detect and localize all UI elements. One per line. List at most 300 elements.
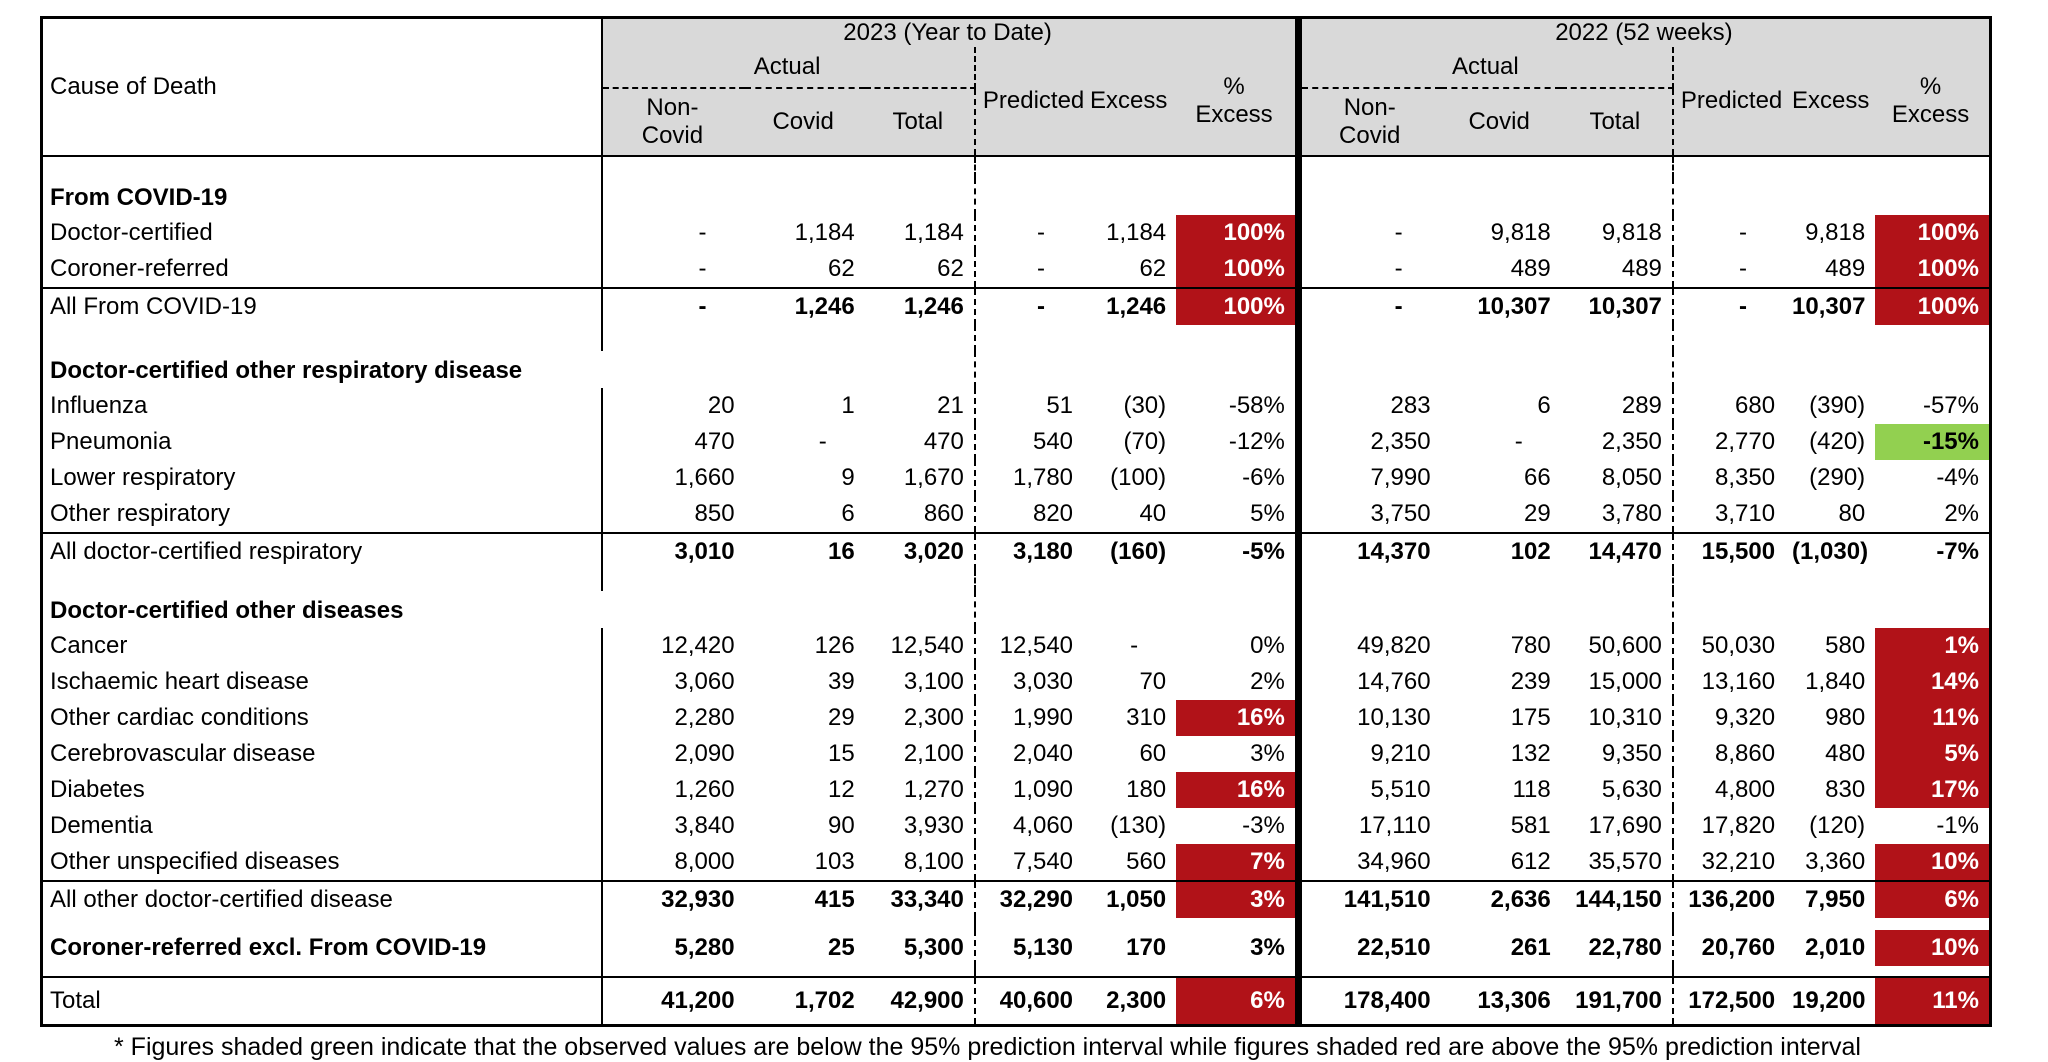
actual-header-2023: Actual bbox=[602, 47, 975, 88]
row-label: Cancer bbox=[42, 628, 603, 664]
predicted-2023-cell: 1,090 bbox=[1012, 776, 1074, 803]
non-covid-2023-cell bbox=[602, 178, 744, 215]
pct-excess-2023-cell: -58% bbox=[1176, 388, 1298, 424]
non-covid-header-2023 bbox=[602, 88, 744, 156]
excess-2023-cell bbox=[1083, 156, 1176, 178]
cause-of-death-header: Cause of Death bbox=[42, 18, 603, 157]
predicted-2022-cell: 20,760 bbox=[1701, 934, 1776, 961]
predicted-2022-cell: 8,860 bbox=[1714, 740, 1776, 767]
covid-2022-cell: 780 bbox=[1510, 632, 1551, 659]
excess-2023-cell bbox=[1083, 325, 1176, 351]
non-covid-2023-cell: 850 bbox=[694, 500, 735, 527]
predicted-2023-cell: 4,060 bbox=[1012, 812, 1074, 839]
pct-excess-2022-cell: 100% bbox=[1875, 251, 1990, 288]
non-covid-2022-cell bbox=[1298, 918, 1440, 930]
table-row bbox=[42, 977, 1991, 1026]
pct-excess-2022-cell: 6% bbox=[1875, 881, 1990, 918]
predicted-2023-cell: 40,600 bbox=[975, 977, 1083, 1026]
excess-2022-cell: (1,030) bbox=[1785, 533, 1875, 570]
covid-2023-cell: 415 bbox=[745, 881, 865, 918]
section-title: Doctor-certified other diseases bbox=[50, 597, 404, 624]
excess-2023-cell: 40 bbox=[1139, 500, 1167, 527]
covid-2023-cell bbox=[745, 325, 865, 351]
row-label: Dementia bbox=[42, 808, 603, 844]
row-label bbox=[42, 570, 603, 591]
pct-excess-2022-cell: 5% bbox=[1875, 736, 1990, 772]
covid-2023-cell bbox=[745, 918, 865, 930]
total-2022-cell: 15,000 bbox=[1561, 664, 1673, 700]
covid-2022-cell bbox=[1441, 918, 1561, 930]
covid-2022-cell bbox=[1441, 591, 1561, 628]
excess-2022-cell bbox=[1785, 325, 1875, 351]
excess-2023-cell: 1,246 bbox=[1083, 288, 1176, 325]
excess-2022-cell: (390) bbox=[1809, 392, 1866, 419]
table-row bbox=[42, 930, 1991, 966]
pct-excess-2023-cell: 0% bbox=[1176, 628, 1298, 664]
table-row bbox=[42, 533, 1991, 570]
predicted-header-2023: Predicted bbox=[975, 47, 1083, 156]
covid-2022-cell: 6 bbox=[1537, 392, 1551, 419]
non-covid-2022-cell: - bbox=[1394, 255, 1403, 282]
total-2023-cell bbox=[865, 351, 975, 388]
covid-2022-cell: 10,307 bbox=[1441, 288, 1561, 325]
total-2022-cell bbox=[1561, 351, 1673, 388]
excess-2022-cell: 489 bbox=[1825, 255, 1866, 282]
predicted-2023-cell: 1,990 bbox=[1012, 704, 1074, 731]
covid-2023-cell: 90 bbox=[828, 812, 855, 839]
total-2023-cell bbox=[865, 570, 975, 591]
covid-2023-cell: 16 bbox=[745, 533, 865, 570]
total-2023-cell: 470 bbox=[865, 424, 975, 460]
total-2022-cell bbox=[1561, 156, 1673, 178]
non-covid-2022-cell: 14,370 bbox=[1298, 533, 1440, 570]
non-covid-2022-cell: 49,820 bbox=[1357, 632, 1431, 659]
non-covid-2023-cell: 41,200 bbox=[602, 977, 744, 1026]
excess-2023-cell: 70 bbox=[1139, 668, 1167, 695]
total-2022-cell: 144,150 bbox=[1561, 881, 1673, 918]
non-covid-2022-cell: 283 bbox=[1390, 392, 1431, 419]
pct-excess-2022-cell: 10% bbox=[1875, 844, 1990, 881]
predicted-2023-cell: 5,130 bbox=[1012, 934, 1074, 961]
table-row bbox=[42, 736, 1991, 772]
non-covid-2023-cell: 3,060 bbox=[674, 668, 735, 695]
non-covid-2022-cell: 3,750 bbox=[1370, 500, 1431, 527]
covid-2022-cell bbox=[1441, 966, 1561, 977]
excess-header-2023: Excess bbox=[1083, 47, 1176, 156]
non-covid-2023-cell: 2,090 bbox=[674, 740, 735, 767]
table-row bbox=[42, 251, 1991, 288]
row-label: Other respiratory bbox=[42, 496, 603, 533]
section-row bbox=[42, 351, 1991, 388]
total-2022-cell: 10,307 bbox=[1561, 288, 1673, 325]
excess-2022-cell: 1,840 bbox=[1805, 668, 1866, 695]
non-covid-2023-cell: 3,010 bbox=[602, 533, 744, 570]
covid-2022-cell: 2,636 bbox=[1441, 881, 1561, 918]
predicted-2023-cell bbox=[975, 918, 1083, 930]
pct-excess-2023-cell: 7% bbox=[1176, 844, 1298, 881]
total-2023-cell: 2,300 bbox=[865, 700, 975, 736]
covid-2023-cell: 1 bbox=[841, 392, 855, 419]
excess-2023-cell bbox=[1083, 351, 1176, 388]
non-covid-2023-cell: - bbox=[698, 219, 707, 246]
excess-2022-cell: (290) bbox=[1809, 464, 1866, 491]
non-covid-2023-cell: - bbox=[602, 288, 744, 325]
row-label: Coroner-referred bbox=[42, 251, 603, 288]
predicted-2023-cell: - bbox=[1037, 255, 1046, 282]
excess-2023-cell: 170 bbox=[1126, 934, 1167, 961]
table-body bbox=[42, 156, 1991, 1026]
pct-excess-2023-cell: 100% bbox=[1176, 215, 1298, 251]
predicted-2023-cell: 12,540 bbox=[999, 632, 1074, 659]
row-label: Cerebrovascular disease bbox=[42, 736, 603, 772]
pct-excess-2023-cell: -3% bbox=[1176, 808, 1298, 844]
covid-header-2022: Covid bbox=[1441, 88, 1561, 156]
total-2022-cell: 5,630 bbox=[1561, 772, 1673, 808]
total-header-2023: Total bbox=[865, 88, 975, 156]
section-row bbox=[42, 178, 1991, 215]
total-2022-cell: 3,780 bbox=[1561, 496, 1673, 533]
total-2023-cell: 33,340 bbox=[865, 881, 975, 918]
covid-2022-cell bbox=[1441, 351, 1561, 388]
table-row bbox=[42, 215, 1991, 251]
predicted-2022-cell bbox=[1673, 591, 1785, 628]
non-covid-2023-cell: 3,840 bbox=[674, 812, 735, 839]
predicted-2022-cell: - bbox=[1673, 288, 1785, 325]
excess-2023-cell: 1,184 bbox=[1106, 219, 1167, 246]
predicted-2022-cell: 32,210 bbox=[1701, 848, 1776, 875]
non-covid-2022-cell bbox=[1298, 591, 1440, 628]
total-2022-cell: 17,690 bbox=[1561, 808, 1673, 844]
excess-2023-cell: 2,300 bbox=[1083, 977, 1176, 1026]
predicted-2022-cell: 136,200 bbox=[1673, 881, 1785, 918]
predicted-2022-cell: 8,350 bbox=[1714, 464, 1776, 491]
covid-header-2023: Covid bbox=[745, 88, 865, 156]
pct-excess-2022-cell: 100% bbox=[1875, 215, 1990, 251]
covid-2023-cell: 25 bbox=[828, 934, 855, 961]
excess-2023-cell bbox=[1083, 178, 1176, 215]
table-row bbox=[42, 881, 1991, 918]
predicted-2023-cell bbox=[975, 351, 1083, 388]
total-2023-cell: 3,020 bbox=[865, 533, 975, 570]
excess-header-2022: Excess bbox=[1785, 47, 1875, 156]
pct-excess-2023-cell bbox=[1176, 918, 1298, 930]
row-label: All doctor-certified respiratory bbox=[42, 533, 603, 570]
pct-excess-header-2023: % Excess bbox=[1176, 47, 1298, 156]
total-2023-cell bbox=[865, 156, 975, 178]
total-2023-cell bbox=[865, 966, 975, 977]
row-label bbox=[42, 325, 603, 351]
row-label: All From COVID-19 bbox=[42, 288, 603, 325]
footnote: * Figures shaded green indicate that the observed values are below the 95% prediction interval while figures shaded red are above the 95% prediction interval bbox=[114, 1033, 1861, 1061]
excess-2022-cell bbox=[1785, 918, 1875, 930]
excess-2023-cell: 60 bbox=[1139, 740, 1167, 767]
pct-excess-2023-cell: -6% bbox=[1176, 460, 1298, 496]
excess-2022-cell bbox=[1785, 570, 1875, 591]
predicted-2022-cell: 680 bbox=[1735, 392, 1776, 419]
total-2022-cell: 8,050 bbox=[1561, 460, 1673, 496]
table-row bbox=[42, 288, 1991, 325]
non-covid-2023-cell: 20 bbox=[707, 392, 735, 419]
pct-excess-2022-cell bbox=[1875, 351, 1990, 388]
total-2023-cell: 8,100 bbox=[865, 844, 975, 881]
non-covid-2022-cell bbox=[1298, 178, 1440, 215]
non-covid-2022-cell bbox=[1298, 966, 1440, 977]
excess-2022-cell bbox=[1785, 351, 1875, 388]
excess-2022-cell: 830 bbox=[1825, 776, 1866, 803]
spacer-row bbox=[42, 966, 1991, 977]
non-covid-2023-cell: 2,280 bbox=[674, 704, 735, 731]
predicted-2023-cell: 7,540 bbox=[1012, 848, 1074, 875]
covid-2022-cell: 13,306 bbox=[1441, 977, 1561, 1026]
total-2023-cell: 1,184 bbox=[865, 215, 975, 251]
predicted-2023-cell bbox=[975, 570, 1083, 591]
table-row bbox=[42, 808, 1991, 844]
total-2022-cell: 10,310 bbox=[1561, 700, 1673, 736]
pct-excess-2022-cell bbox=[1875, 918, 1990, 930]
predicted-2022-cell: 15,500 bbox=[1673, 533, 1785, 570]
non-covid-2023-cell bbox=[602, 156, 744, 178]
excess-2022-cell: 19,200 bbox=[1785, 977, 1875, 1026]
predicted-2022-cell bbox=[1673, 918, 1785, 930]
covid-2022-cell bbox=[1441, 156, 1561, 178]
total-2022-cell bbox=[1561, 966, 1673, 977]
excess-2022-cell: (120) bbox=[1809, 812, 1866, 839]
non-covid-2023-cell bbox=[602, 918, 744, 930]
predicted-2022-cell: 50,030 bbox=[1701, 632, 1776, 659]
predicted-2023-cell bbox=[975, 178, 1083, 215]
non-covid-2022-cell: 2,350 bbox=[1370, 428, 1431, 455]
pct-excess-2022-cell bbox=[1875, 966, 1990, 977]
pct-excess-2022-cell bbox=[1875, 570, 1990, 591]
covid-2023-cell bbox=[745, 966, 865, 977]
pct-excess-2022-cell bbox=[1875, 156, 1990, 178]
row-label: Lower respiratory bbox=[42, 460, 603, 496]
excess-2023-cell: (100) bbox=[1110, 464, 1167, 491]
covid-2022-cell bbox=[1441, 570, 1561, 591]
row-label: Other cardiac conditions bbox=[42, 700, 603, 736]
total-2022-cell: 191,700 bbox=[1561, 977, 1673, 1026]
non-covid-2023-cell: 32,930 bbox=[602, 881, 744, 918]
predicted-2023-cell: 540 bbox=[1032, 428, 1074, 455]
non-covid-2023-cell bbox=[602, 325, 744, 351]
predicted-2022-cell: 172,500 bbox=[1673, 977, 1785, 1026]
total-2022-cell: 50,600 bbox=[1561, 628, 1673, 664]
excess-2022-cell: 580 bbox=[1825, 632, 1866, 659]
total-2023-cell: 21 bbox=[865, 388, 975, 424]
excess-2022-cell: 80 bbox=[1838, 500, 1866, 527]
non-covid-2023-cell: 1,260 bbox=[674, 776, 735, 803]
predicted-2022-cell: 13,160 bbox=[1701, 668, 1776, 695]
predicted-2022-cell: 4,800 bbox=[1714, 776, 1776, 803]
total-2023-cell: 2,100 bbox=[865, 736, 975, 772]
total-2022-cell: 35,570 bbox=[1561, 844, 1673, 881]
covid-2022-cell: 66 bbox=[1524, 464, 1551, 491]
row-label: Ischaemic heart disease bbox=[42, 664, 603, 700]
non-covid-2023-cell: 12,420 bbox=[661, 632, 735, 659]
predicted-2023-cell bbox=[975, 966, 1083, 977]
total-2022-cell bbox=[1561, 570, 1673, 591]
non-covid-2023-cell bbox=[602, 570, 744, 591]
total-2023-cell: 1,270 bbox=[865, 772, 975, 808]
non-covid-2022-cell: 34,960 bbox=[1357, 848, 1431, 875]
table-row bbox=[42, 388, 1991, 424]
pct-excess-2023-cell: -5% bbox=[1176, 533, 1298, 570]
covid-2023-cell bbox=[745, 156, 865, 178]
section-title: From COVID-19 bbox=[42, 178, 603, 215]
predicted-2022-cell: 9,320 bbox=[1714, 704, 1776, 731]
non-covid-2022-cell: - bbox=[1394, 219, 1403, 246]
non-covid-2022-cell bbox=[1298, 570, 1440, 591]
pct-excess-2023-cell: 2% bbox=[1176, 664, 1298, 700]
predicted-2022-cell bbox=[1673, 351, 1785, 388]
excess-2022-cell bbox=[1785, 178, 1875, 215]
total-2022-cell: 289 bbox=[1561, 388, 1673, 424]
total-2023-cell: 12,540 bbox=[865, 628, 975, 664]
covid-2022-cell: 489 bbox=[1510, 255, 1551, 282]
excess-2022-cell: (420) bbox=[1809, 428, 1866, 455]
total-header-2022: Total bbox=[1561, 88, 1673, 156]
excess-2023-cell: (30) bbox=[1123, 392, 1167, 419]
excess-2023-cell: 62 bbox=[1139, 255, 1167, 282]
total-2022-cell: 489 bbox=[1561, 251, 1673, 288]
year-group-2023: 2023 (Year to Date) bbox=[602, 18, 1298, 48]
covid-2022-cell: 132 bbox=[1510, 740, 1551, 767]
predicted-2023-cell bbox=[975, 325, 1083, 351]
excess-deaths-table bbox=[40, 16, 1992, 1027]
non-covid-2022-cell: 10,130 bbox=[1357, 704, 1431, 731]
pct-excess-2022-cell: -7% bbox=[1875, 533, 1990, 570]
predicted-2023-cell: - bbox=[1037, 219, 1046, 246]
covid-2023-cell: 1,702 bbox=[745, 977, 865, 1026]
table-row bbox=[42, 844, 1991, 881]
table-row bbox=[42, 496, 1991, 533]
non-covid-2022-cell: 5,510 bbox=[1370, 776, 1431, 803]
pct-excess-2023-cell: 6% bbox=[1176, 977, 1298, 1026]
pct-excess-2022-cell bbox=[1875, 325, 1990, 351]
non-covid-header-2022 bbox=[1298, 88, 1440, 156]
excess-2022-cell: 7,950 bbox=[1785, 881, 1875, 918]
covid-2023-cell: 103 bbox=[814, 848, 855, 875]
pct-excess-2023-cell bbox=[1176, 351, 1298, 388]
covid-2023-cell: 6 bbox=[841, 500, 855, 527]
row-label: Coroner-referred excl. From COVID-19 bbox=[42, 930, 603, 966]
predicted-2023-cell: 3,180 bbox=[975, 533, 1083, 570]
non-covid-2022-cell: 14,760 bbox=[1357, 668, 1431, 695]
pct-excess-2023-cell: 100% bbox=[1176, 251, 1298, 288]
total-2022-cell bbox=[1561, 918, 1673, 930]
predicted-2022-cell: - bbox=[1739, 255, 1748, 282]
pct-excess-2022-cell: -4% bbox=[1936, 464, 1979, 491]
covid-2022-cell: 102 bbox=[1441, 533, 1561, 570]
total-2022-cell bbox=[1561, 591, 1673, 628]
excess-2023-cell: (130) bbox=[1110, 812, 1167, 839]
section-row bbox=[42, 591, 1991, 628]
total-2022-cell: 2,350 bbox=[1561, 424, 1673, 460]
spacer-row bbox=[42, 325, 1991, 351]
total-2023-cell: 1,246 bbox=[865, 288, 975, 325]
pct-excess-2023-cell bbox=[1176, 570, 1298, 591]
predicted-2022-cell: 2,770 bbox=[1714, 428, 1776, 455]
total-2023-cell: 62 bbox=[865, 251, 975, 288]
row-label: Total bbox=[42, 977, 603, 1026]
non-covid-2023-cell bbox=[602, 966, 744, 977]
table-row bbox=[42, 772, 1991, 808]
row-label: Other unspecified diseases bbox=[42, 844, 603, 881]
non-covid-2022-cell bbox=[1298, 325, 1440, 351]
excess-2023-cell bbox=[1083, 591, 1176, 628]
predicted-2023-cell: 1,780 bbox=[1012, 464, 1074, 491]
pct-excess-2022-cell: 14% bbox=[1875, 664, 1990, 700]
table-row bbox=[42, 664, 1991, 700]
total-2023-cell: 3,930 bbox=[865, 808, 975, 844]
excess-2022-cell bbox=[1785, 156, 1875, 178]
pct-excess-2022-cell: -1% bbox=[1936, 812, 1979, 839]
row-label: All other doctor-certified disease bbox=[42, 881, 603, 918]
excess-deaths-table-wrapper bbox=[40, 16, 1992, 1062]
total-2023-cell: 42,900 bbox=[865, 977, 975, 1026]
excess-2022-cell bbox=[1785, 591, 1875, 628]
section-title: Doctor-certified other respiratory disease bbox=[50, 357, 523, 384]
excess-2022-cell bbox=[1785, 966, 1875, 977]
row-label: Diabetes bbox=[42, 772, 603, 808]
excess-2023-cell bbox=[1083, 966, 1176, 977]
table-row bbox=[42, 460, 1991, 496]
row-label bbox=[42, 156, 603, 178]
pct-excess-2023-cell: 3% bbox=[1176, 930, 1298, 966]
covid-2023-cell: 9 bbox=[841, 464, 855, 491]
pct-excess-2022-cell: 17% bbox=[1875, 772, 1990, 808]
covid-2023-cell: 39 bbox=[828, 668, 855, 695]
covid-2023-cell: 15 bbox=[828, 740, 855, 767]
actual-header-2022: Actual bbox=[1298, 47, 1673, 88]
predicted-2023-cell bbox=[975, 156, 1083, 178]
non-covid-2022-cell: 22,510 bbox=[1357, 934, 1431, 961]
predicted-2023-cell: 2,040 bbox=[1012, 740, 1074, 767]
total-2022-cell: 9,818 bbox=[1561, 215, 1673, 251]
pct-excess-2023-cell: 16% bbox=[1176, 772, 1298, 808]
excess-2023-cell: 310 bbox=[1126, 704, 1167, 731]
excess-2022-cell: 3,360 bbox=[1805, 848, 1866, 875]
pct-excess-2023-cell: 100% bbox=[1176, 288, 1298, 325]
predicted-2022-cell bbox=[1673, 966, 1785, 977]
pct-excess-2022-cell: 10% bbox=[1875, 930, 1990, 966]
predicted-2023-cell: 3,030 bbox=[1012, 668, 1074, 695]
covid-2022-cell: 175 bbox=[1510, 704, 1551, 731]
non-covid-2023-cell: 1,660 bbox=[674, 464, 735, 491]
covid-2022-cell: 118 bbox=[1512, 776, 1551, 803]
excess-2022-cell: 480 bbox=[1825, 740, 1866, 767]
table-header bbox=[42, 18, 1991, 157]
predicted-2023-cell: 32,290 bbox=[975, 881, 1083, 918]
pct-excess-2022-cell: 100% bbox=[1875, 288, 1990, 325]
pct-excess-header-2022: % Excess bbox=[1875, 47, 1990, 156]
covid-2022-cell bbox=[1441, 325, 1561, 351]
covid-2022-cell: 9,818 bbox=[1490, 219, 1551, 246]
non-covid-2022-cell: 9,210 bbox=[1370, 740, 1431, 767]
non-covid-2023-cell: 470 bbox=[694, 428, 735, 455]
non-covid-2022-cell: 141,510 bbox=[1298, 881, 1440, 918]
total-2023-cell: 5,300 bbox=[865, 930, 975, 966]
predicted-2022-cell: - bbox=[1739, 219, 1748, 246]
pct-excess-2023-cell: 5% bbox=[1176, 496, 1298, 533]
excess-2022-cell: 9,818 bbox=[1805, 219, 1866, 246]
covid-2022-cell: 581 bbox=[1510, 812, 1551, 839]
spacer-row bbox=[42, 918, 1991, 930]
covid-2023-cell bbox=[745, 570, 865, 591]
row-label bbox=[42, 918, 603, 930]
pct-excess-2022-cell: 2% bbox=[1944, 500, 1979, 527]
non-covid-2022-cell: 178,400 bbox=[1298, 977, 1440, 1026]
